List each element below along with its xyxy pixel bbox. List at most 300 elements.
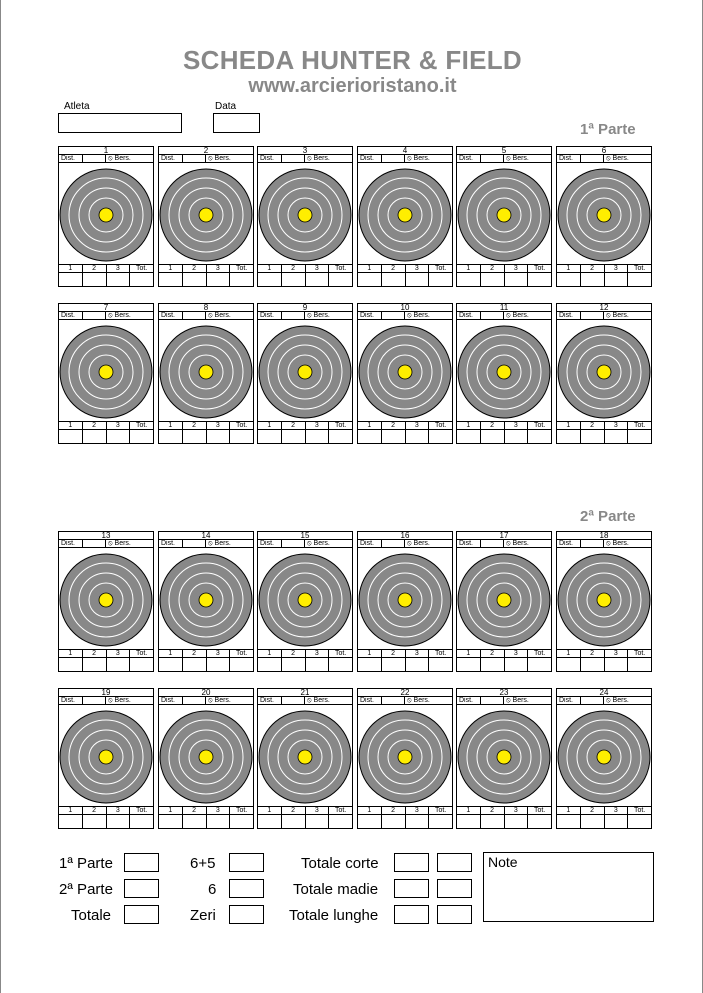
arrow-3-field[interactable] [107, 273, 131, 286]
target-icon [159, 163, 253, 264]
score-row [257, 273, 353, 287]
arrow-3-field[interactable] [207, 430, 231, 443]
target-face [456, 163, 552, 264]
total-field[interactable] [429, 273, 452, 286]
total-label: Tot. [135, 422, 148, 429]
card-header [257, 311, 353, 320]
arrow-2-field[interactable] [581, 658, 605, 671]
distance-field[interactable] [382, 540, 406, 547]
arrow-2-label: 2 [83, 807, 107, 814]
arrow-3-field[interactable] [605, 273, 629, 286]
total-field[interactable] [628, 815, 651, 828]
card-header [556, 696, 652, 705]
distance-field[interactable] [481, 697, 505, 704]
target-type-label: ⦸ Bers. [606, 312, 629, 319]
arrow-2-field[interactable] [282, 273, 306, 286]
total-field[interactable] [528, 273, 551, 286]
arrow-1-field[interactable] [358, 273, 382, 286]
arrow-2-label: 2 [581, 650, 605, 657]
total-field[interactable] [528, 658, 551, 671]
arrow-2-field[interactable] [83, 430, 107, 443]
arrow-1-field[interactable] [358, 815, 382, 828]
target-icon [59, 705, 153, 806]
total-field[interactable] [130, 430, 153, 443]
target-card [456, 688, 552, 829]
total-label: Tot. [334, 265, 347, 272]
total-field[interactable] [130, 815, 153, 828]
target-number: 19 [58, 688, 154, 696]
arrow-2-field[interactable] [183, 430, 207, 443]
distance-field[interactable] [83, 540, 107, 547]
total-label: Tot. [633, 265, 646, 272]
arrow-3-label: 3 [505, 650, 529, 657]
arrow-3-field[interactable] [505, 273, 529, 286]
arrow-2-field[interactable] [382, 815, 406, 828]
summary-65-field[interactable] [229, 853, 264, 872]
arrow-3-field[interactable] [505, 658, 529, 671]
arrow-3-field[interactable] [207, 815, 231, 828]
target-card [158, 146, 254, 287]
target-type-label: ⦸ Bers. [307, 312, 330, 319]
distance-field[interactable] [282, 540, 306, 547]
arrow-header [556, 806, 652, 815]
distance-field[interactable] [581, 155, 605, 162]
arrow-1-field[interactable] [258, 815, 282, 828]
target-icon [557, 320, 651, 421]
card-header [456, 539, 552, 548]
arrow-2-label: 2 [581, 422, 605, 429]
card-header [357, 696, 453, 705]
target-number: 21 [257, 688, 353, 696]
distance-field[interactable] [581, 697, 605, 704]
score-row [456, 815, 552, 829]
total-field[interactable] [230, 430, 253, 443]
total-label: Tot. [533, 650, 546, 657]
target-face [158, 705, 254, 806]
distance-field[interactable] [282, 155, 306, 162]
card-header [158, 311, 254, 320]
distance-field[interactable] [83, 155, 107, 162]
summary-long-field-b[interactable] [437, 905, 472, 924]
arrow-2-field[interactable] [382, 273, 406, 286]
arrow-1-label: 1 [557, 807, 581, 814]
arrow-3-label: 3 [406, 650, 430, 657]
total-field[interactable] [329, 658, 352, 671]
arrow-2-field[interactable] [382, 430, 406, 443]
arrow-1-label: 1 [159, 265, 183, 272]
distance-field[interactable] [581, 312, 605, 319]
summary-part1-label: 1ª Parte [59, 855, 113, 872]
distance-label: Dist. [358, 155, 382, 162]
total-label: Tot. [235, 650, 248, 657]
arrow-3-field[interactable] [406, 815, 430, 828]
arrow-3-field[interactable] [306, 430, 330, 443]
arrow-3-field[interactable] [406, 273, 430, 286]
summary-part2-field[interactable] [124, 879, 159, 898]
arrow-1-label: 1 [557, 422, 581, 429]
target-card [257, 688, 353, 829]
arrow-1-field[interactable] [159, 273, 183, 286]
target-icon [457, 705, 551, 806]
arrow-3-label: 3 [406, 265, 430, 272]
score-row [257, 815, 353, 829]
target-type-label: ⦸ Bers. [108, 540, 131, 547]
arrow-header [58, 806, 154, 815]
arrow-2-label: 2 [481, 807, 505, 814]
target-face [456, 320, 552, 421]
arrow-2-field[interactable] [481, 815, 505, 828]
arrow-3-label: 3 [605, 422, 629, 429]
distance-label: Dist. [457, 155, 481, 162]
target-number: 16 [357, 531, 453, 539]
target-number: 10 [357, 303, 453, 311]
arrow-3-field[interactable] [505, 430, 529, 443]
distance-field[interactable] [282, 697, 306, 704]
distance-field[interactable] [83, 312, 107, 319]
target-type-label: ⦸ Bers. [606, 155, 629, 162]
distance-label: Dist. [457, 312, 481, 319]
arrow-3-field[interactable] [505, 815, 529, 828]
arrow-3-field[interactable] [207, 658, 231, 671]
arrow-header [357, 421, 453, 430]
summary-6-label: 6 [208, 881, 217, 898]
target-face [58, 705, 154, 806]
score-row [58, 430, 154, 444]
target-type-label: ⦸ Bers. [407, 697, 430, 704]
distance-label: Dist. [159, 697, 183, 704]
distance-field[interactable] [382, 312, 406, 319]
card-header [357, 539, 453, 548]
target-icon [59, 548, 153, 649]
arrow-2-label: 2 [83, 650, 107, 657]
total-field[interactable] [130, 273, 153, 286]
summary-part1-field[interactable] [124, 853, 159, 872]
arrow-header [357, 649, 453, 658]
arrow-header [357, 264, 453, 273]
target-card [58, 303, 154, 444]
distance-field[interactable] [481, 312, 505, 319]
arrow-2-field[interactable] [581, 430, 605, 443]
target-type-label: ⦸ Bers. [108, 312, 131, 319]
arrow-3-field[interactable] [306, 273, 330, 286]
target-card [357, 531, 453, 672]
arrow-3-label: 3 [306, 807, 330, 814]
card-header [58, 311, 154, 320]
arrow-header [158, 421, 254, 430]
target-icon [59, 163, 153, 264]
target-face [556, 320, 652, 421]
summary-long-label: Totale lunghe [289, 907, 379, 924]
target-number: 24 [556, 688, 652, 696]
target-type-label: ⦸ Bers. [407, 540, 430, 547]
target-face [357, 320, 453, 421]
distance-field[interactable] [282, 312, 306, 319]
summary-medium-field-b[interactable] [437, 879, 472, 898]
target-number: 15 [257, 531, 353, 539]
target-card [357, 146, 453, 287]
total-field[interactable] [429, 430, 452, 443]
arrow-1-field[interactable] [557, 273, 581, 286]
arrow-header [158, 264, 254, 273]
target-type-label: ⦸ Bers. [606, 540, 629, 547]
arrow-1-label: 1 [557, 265, 581, 272]
arrow-1-field[interactable] [457, 273, 481, 286]
target-face [556, 705, 652, 806]
arrow-2-field[interactable] [183, 815, 207, 828]
arrow-3-label: 3 [207, 265, 231, 272]
arrow-header [456, 649, 552, 658]
target-face [357, 705, 453, 806]
arrow-2-field[interactable] [481, 273, 505, 286]
arrow-2-field[interactable] [282, 658, 306, 671]
target-icon [258, 705, 352, 806]
arrow-1-field[interactable] [457, 815, 481, 828]
arrow-3-label: 3 [306, 265, 330, 272]
card-header [158, 539, 254, 548]
arrow-1-label: 1 [557, 650, 581, 657]
distance-field[interactable] [382, 697, 406, 704]
arrow-3-label: 3 [207, 422, 231, 429]
target-face [257, 163, 353, 264]
card-header [58, 696, 154, 705]
arrow-1-field[interactable] [457, 430, 481, 443]
distance-field[interactable] [481, 155, 505, 162]
arrow-3-field[interactable] [107, 658, 131, 671]
arrow-1-field[interactable] [59, 273, 83, 286]
arrow-2-field[interactable] [282, 430, 306, 443]
total-field[interactable] [230, 815, 253, 828]
arrow-1-field[interactable] [258, 273, 282, 286]
arrow-2-field[interactable] [481, 658, 505, 671]
arrow-2-label: 2 [183, 650, 207, 657]
arrow-2-label: 2 [282, 650, 306, 657]
target-icon [358, 320, 452, 421]
arrow-3-field[interactable] [207, 273, 231, 286]
arrow-1-field[interactable] [258, 658, 282, 671]
arrow-1-field[interactable] [557, 815, 581, 828]
arrow-2-field[interactable] [581, 273, 605, 286]
target-face [257, 705, 353, 806]
target-card [556, 688, 652, 829]
arrow-3-field[interactable] [406, 658, 430, 671]
total-label: Tot. [235, 807, 248, 814]
summary-total-label: Totale [71, 907, 112, 924]
target-icon [358, 163, 452, 264]
arrow-3-label: 3 [107, 807, 131, 814]
card-header [158, 154, 254, 163]
total-field[interactable] [329, 815, 352, 828]
total-field[interactable] [230, 273, 253, 286]
arrow-2-label: 2 [481, 422, 505, 429]
target-type-label: ⦸ Bers. [208, 312, 231, 319]
distance-label: Dist. [59, 540, 83, 547]
card-header [257, 154, 353, 163]
target-number: 1 [58, 146, 154, 154]
total-field[interactable] [329, 273, 352, 286]
summary-zeri-field[interactable] [229, 905, 264, 924]
target-type-label: ⦸ Bers. [506, 697, 529, 704]
target-number: 8 [158, 303, 254, 311]
total-field[interactable] [329, 430, 352, 443]
score-row [556, 430, 652, 444]
distance-label: Dist. [457, 697, 481, 704]
arrow-2-field[interactable] [83, 815, 107, 828]
distance-label: Dist. [358, 697, 382, 704]
distance-field[interactable] [382, 155, 406, 162]
arrow-2-label: 2 [83, 422, 107, 429]
distance-field[interactable] [183, 697, 207, 704]
arrow-1-field[interactable] [358, 658, 382, 671]
arrow-3-field[interactable] [406, 430, 430, 443]
total-field[interactable] [628, 658, 651, 671]
summary-short-field-a[interactable] [394, 853, 429, 872]
target-card [357, 303, 453, 444]
arrow-3-field[interactable] [605, 815, 629, 828]
distance-field[interactable] [183, 312, 207, 319]
distance-label: Dist. [557, 697, 581, 704]
target-icon [258, 163, 352, 264]
arrow-2-label: 2 [581, 807, 605, 814]
distance-field[interactable] [481, 540, 505, 547]
arrow-2-field[interactable] [282, 815, 306, 828]
arrow-1-label: 1 [59, 807, 83, 814]
target-number: 2 [158, 146, 254, 154]
arrow-3-field[interactable] [107, 815, 131, 828]
distance-field[interactable] [183, 540, 207, 547]
summary-6-field[interactable] [229, 879, 264, 898]
distance-field[interactable] [83, 697, 107, 704]
target-card [556, 303, 652, 444]
arrow-3-field[interactable] [306, 815, 330, 828]
score-row [158, 658, 254, 672]
target-card [257, 303, 353, 444]
target-face [556, 548, 652, 649]
arrow-3-field[interactable] [306, 658, 330, 671]
arrow-1-label: 1 [258, 807, 282, 814]
arrow-1-field[interactable] [159, 815, 183, 828]
date-field[interactable] [213, 113, 260, 133]
arrow-1-label: 1 [59, 422, 83, 429]
distance-label: Dist. [59, 697, 83, 704]
arrow-1-field[interactable] [557, 430, 581, 443]
total-field[interactable] [429, 815, 452, 828]
total-label: Tot. [434, 265, 447, 272]
total-field[interactable] [528, 430, 551, 443]
total-label: Tot. [633, 422, 646, 429]
arrow-1-field[interactable] [258, 430, 282, 443]
summary-long-field-a[interactable] [394, 905, 429, 924]
total-label: Tot. [533, 265, 546, 272]
card-header [556, 539, 652, 548]
arrow-2-label: 2 [183, 807, 207, 814]
arrow-2-label: 2 [282, 807, 306, 814]
website-url: www.arcierioristano.it [248, 75, 457, 97]
arrow-2-field[interactable] [382, 658, 406, 671]
score-row [456, 658, 552, 672]
total-label: Tot. [235, 265, 248, 272]
arrow-1-field[interactable] [159, 430, 183, 443]
arrow-2-label: 2 [481, 650, 505, 657]
arrow-2-field[interactable] [83, 273, 107, 286]
arrow-2-label: 2 [382, 650, 406, 657]
arrow-3-label: 3 [505, 265, 529, 272]
arrow-2-field[interactable] [83, 658, 107, 671]
notes-box[interactable] [483, 852, 654, 922]
target-card [257, 146, 353, 287]
arrow-2-field[interactable] [581, 815, 605, 828]
distance-field[interactable] [581, 540, 605, 547]
arrow-3-field[interactable] [605, 658, 629, 671]
arrow-2-label: 2 [382, 807, 406, 814]
total-field[interactable] [429, 658, 452, 671]
target-card [58, 688, 154, 829]
target-number: 23 [456, 688, 552, 696]
total-label: Tot. [334, 422, 347, 429]
summary-part2-label: 2ª Parte [59, 881, 113, 898]
total-field[interactable] [628, 430, 651, 443]
total-label: Tot. [533, 807, 546, 814]
target-icon [159, 320, 253, 421]
athlete-label: Atleta [64, 101, 90, 112]
arrow-header [58, 649, 154, 658]
arrow-3-label: 3 [107, 265, 131, 272]
arrow-3-label: 3 [306, 422, 330, 429]
athlete-field[interactable] [58, 113, 182, 133]
target-icon [358, 705, 452, 806]
arrow-header [257, 264, 353, 273]
target-type-label: ⦸ Bers. [108, 155, 131, 162]
arrow-3-label: 3 [406, 422, 430, 429]
arrow-3-field[interactable] [107, 430, 131, 443]
distance-label: Dist. [59, 155, 83, 162]
score-row [58, 658, 154, 672]
arrow-2-label: 2 [581, 265, 605, 272]
distance-field[interactable] [183, 155, 207, 162]
summary-medium-field-a[interactable] [394, 879, 429, 898]
arrow-3-label: 3 [605, 807, 629, 814]
total-label: Tot. [434, 650, 447, 657]
summary-short-field-b[interactable] [437, 853, 472, 872]
arrow-1-field[interactable] [59, 658, 83, 671]
arrow-1-field[interactable] [358, 430, 382, 443]
arrow-2-field[interactable] [183, 273, 207, 286]
arrow-1-label: 1 [59, 650, 83, 657]
arrow-3-field[interactable] [605, 430, 629, 443]
total-field[interactable] [528, 815, 551, 828]
arrow-2-field[interactable] [183, 658, 207, 671]
arrow-header [456, 806, 552, 815]
arrow-2-field[interactable] [481, 430, 505, 443]
total-field[interactable] [130, 658, 153, 671]
target-face [257, 548, 353, 649]
arrow-1-field[interactable] [59, 815, 83, 828]
score-row [257, 430, 353, 444]
total-field[interactable] [628, 273, 651, 286]
summary-total-field[interactable] [124, 905, 159, 924]
distance-label: Dist. [358, 312, 382, 319]
total-label: Tot. [334, 807, 347, 814]
arrow-1-field[interactable] [159, 658, 183, 671]
target-card [456, 303, 552, 444]
distance-label: Dist. [258, 540, 282, 547]
distance-label: Dist. [557, 540, 581, 547]
arrow-1-field[interactable] [59, 430, 83, 443]
distance-label: Dist. [358, 540, 382, 547]
arrow-1-field[interactable] [557, 658, 581, 671]
total-field[interactable] [230, 658, 253, 671]
arrow-1-field[interactable] [457, 658, 481, 671]
score-row [556, 658, 652, 672]
